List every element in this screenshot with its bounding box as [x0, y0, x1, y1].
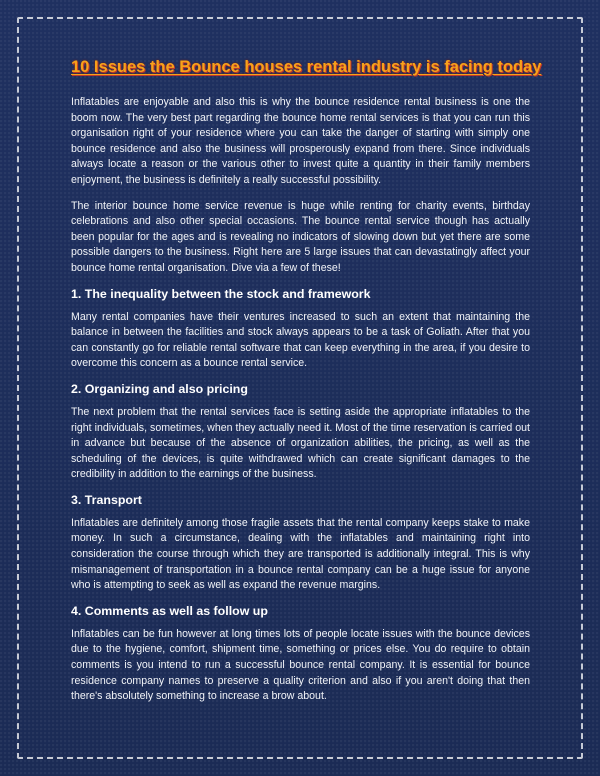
article-title: 10 Issues the Bounce houses rental industry is facing today — [71, 58, 542, 76]
section-body-3: Inflatables are definitely among those fragile assets that the rental company keeps stake to make money. In such a circumstance, dealing with the inflatables and maintaining right into consideration the course through which they are transported is additionally integral. This is why mismanagement of transportation in a bounce rental company can be a huge issue for anyone who is attempting to seek as well as expand the revenue margins. — [71, 516, 530, 592]
section-heading-2: 2. Organizing and also pricing — [71, 381, 248, 396]
section-heading-4: 4. Comments as well as follow up — [71, 603, 268, 618]
section-body-1: Many rental companies have their ventures increased to such an extent that maintaining the balance in between the facilities and stock always appears to be a task of Goliath. After that you can constantly go for reliable rental software that can keep everything in the area, if you desire to overcome this concern as a bounce rental service. — [71, 310, 530, 370]
section-heading-3: 3. Transport — [71, 492, 142, 507]
section-body-4: Inflatables can be fun however at long times lots of people locate issues with the bounce devices due to the hygiene, comfort, shipment time, something or prices else. You do require to obtain comments is you intend to run a successful bounce rental company. It is essential for bounce residence company names to preserve a quality criterion and also if you aren't doing that then there's absolutely something to increase a brow about. — [71, 627, 530, 703]
intro-paragraph-1: Inflatables are enjoyable and also this is why the bounce residence rental business is one the boom now. The very best part regarding the bounce home rental services is that you can run this organisation right of your residence where you can take the danger of starting with simply one bounce residence and also the business will prosperously expand from there. Since individuals always locate a reason or the various other to invest quite a quantity in their family members enjoyment, the business is definitely a really successful possibility. — [71, 96, 530, 186]
section-body-2: The next problem that the rental services face is setting aside the appropriate inflatables to the right individuals, sometimes, when they actually need it. Most of the time reservation is carried out in advance but because of the absence of organization abilities, the pricing, as well as the scheduling of the devices, is quite withdrawed which can create significant damages to the credibility in addition to the earnings of the business. — [71, 405, 530, 481]
intro-paragraph-2: The interior bounce home service revenue is huge while renting for charity events, birthday celebrations and also other special occasions. The bounce rental service though has actually been popular for the ages and is revealing no indicators of slowing down but yet there are some possible dangers to the business. Right here are 5 large issues that can devastatingly affect your bounce home rental organisation. Dive via a few of these! — [71, 199, 530, 274]
article-content — [71, 58, 542, 715]
section-heading-1: 1. The inequality between the stock and framework — [71, 286, 371, 301]
